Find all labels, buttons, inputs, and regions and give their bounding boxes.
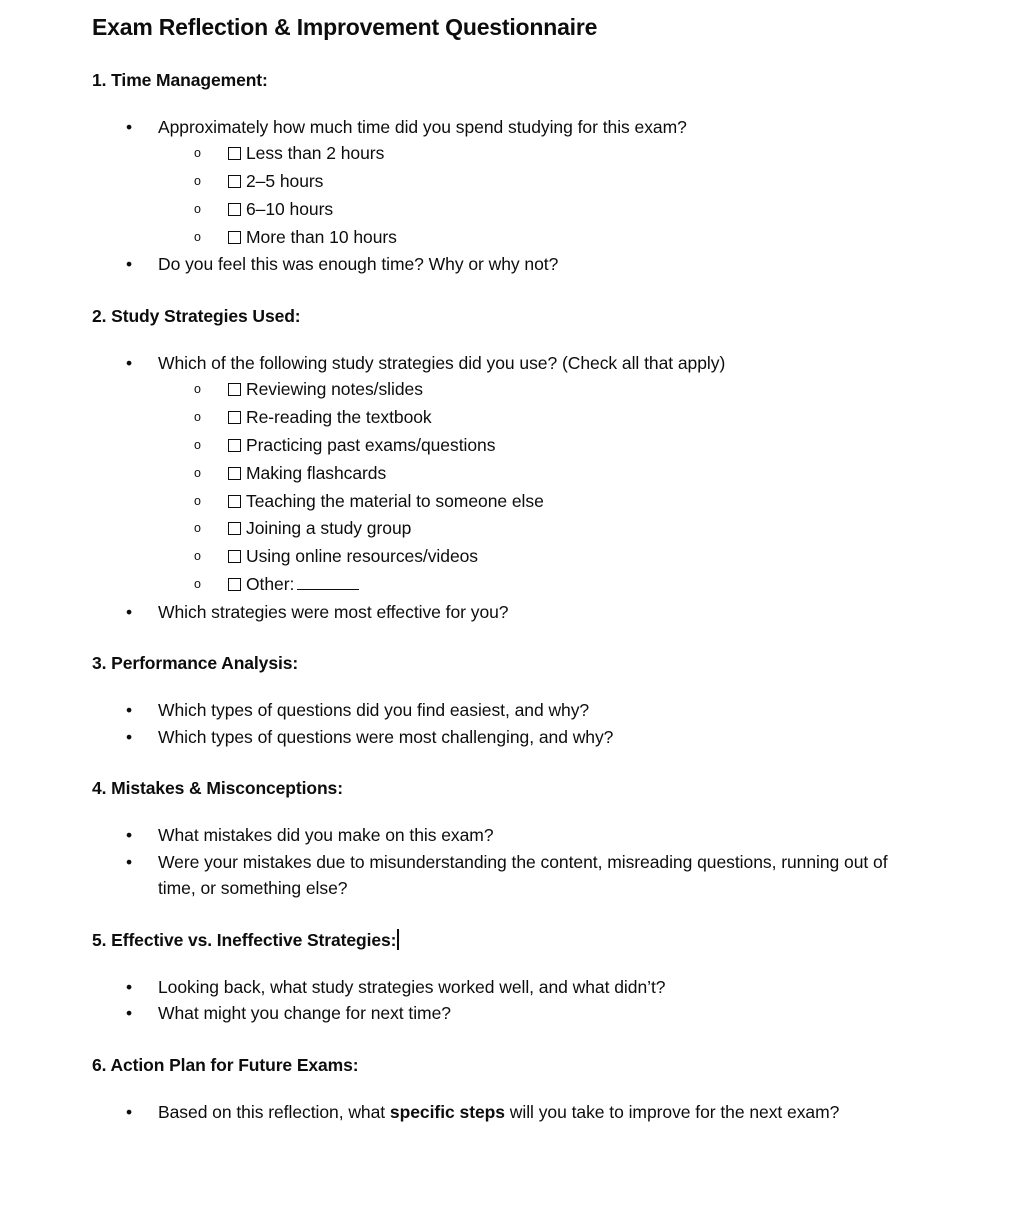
checkbox-option[interactable] bbox=[158, 140, 892, 168]
bullet-list bbox=[92, 328, 892, 626]
list-item bbox=[92, 599, 892, 626]
checkbox-label: Reviewing notes/slides bbox=[246, 379, 423, 400]
checkbox-option[interactable] bbox=[158, 224, 892, 252]
bullet-circle-icon: o bbox=[194, 493, 201, 508]
checkbox-option[interactable] bbox=[158, 488, 892, 516]
checkbox-label: Less than 2 hours bbox=[246, 143, 385, 164]
checkbox-icon[interactable] bbox=[228, 203, 241, 216]
checkbox-option[interactable] bbox=[158, 376, 892, 404]
list-item-text: Approximately how much time did you spend studying for this exam? bbox=[158, 116, 687, 137]
checkbox-label: Practicing past exams/questions bbox=[246, 434, 496, 455]
checkbox-label: Re-reading the textbook bbox=[246, 407, 432, 428]
list-item-text: What mistakes did you make on this exam? bbox=[158, 825, 494, 846]
bullet-disc-icon: • bbox=[126, 254, 133, 275]
bullet-disc-icon: • bbox=[126, 976, 133, 997]
document-body bbox=[92, 0, 892, 1125]
list-item bbox=[92, 1099, 892, 1126]
section-heading bbox=[92, 1027, 892, 1077]
plain-text: will you take to improve for the next exam? bbox=[504, 1101, 840, 1122]
list-item bbox=[92, 251, 892, 278]
checkbox-option-list bbox=[158, 140, 892, 251]
checkbox-icon[interactable] bbox=[228, 467, 241, 480]
list-item bbox=[92, 697, 892, 724]
checkbox-option[interactable] bbox=[158, 404, 892, 432]
checkbox-label: Teaching the material to someone else bbox=[246, 490, 544, 511]
section-heading-text: 4. Mistakes & Misconceptions: bbox=[92, 778, 343, 799]
list-item bbox=[92, 724, 892, 751]
list-item-text: Were your mistakes due to misunderstanding the content, misreading questions, running out of time, or something else? bbox=[158, 851, 888, 899]
checkbox-icon[interactable] bbox=[228, 231, 241, 244]
bullet-disc-icon: • bbox=[126, 700, 133, 721]
checkbox-option[interactable] bbox=[158, 432, 892, 460]
list-item bbox=[92, 822, 892, 849]
list-item-text: Which types of questions did you find easiest, and why? bbox=[158, 700, 590, 721]
list-item-text: Which types of questions were most challenging, and why? bbox=[158, 726, 614, 747]
write-in-blank-field[interactable] bbox=[297, 576, 359, 590]
checkbox-option[interactable] bbox=[158, 196, 892, 224]
bullet-circle-icon: o bbox=[194, 465, 201, 480]
section-heading bbox=[92, 278, 892, 328]
checkbox-option[interactable] bbox=[158, 571, 892, 599]
section-heading-text: 6. Action Plan for Future Exams: bbox=[92, 1054, 359, 1075]
bullet-circle-icon: o bbox=[194, 229, 201, 244]
checkbox-option[interactable] bbox=[158, 543, 892, 571]
section-heading-text: 1. Time Management: bbox=[92, 69, 268, 90]
section-heading bbox=[92, 625, 892, 675]
bullet-list bbox=[92, 675, 892, 750]
bullet-disc-icon: • bbox=[126, 116, 133, 137]
list-item-text: Which of the following study strategies did you use? (Check all that apply) bbox=[158, 352, 726, 373]
section-heading bbox=[92, 42, 892, 92]
checkbox-option[interactable] bbox=[158, 168, 892, 196]
bullet-circle-icon: o bbox=[194, 576, 201, 591]
bullet-disc-icon: • bbox=[126, 1003, 133, 1024]
list-item bbox=[92, 974, 892, 1001]
section-heading-text: 3. Performance Analysis: bbox=[92, 653, 299, 674]
checkbox-icon[interactable] bbox=[228, 175, 241, 188]
bullet-disc-icon: • bbox=[126, 601, 133, 622]
checkbox-icon[interactable] bbox=[228, 495, 241, 508]
bullet-list bbox=[92, 1077, 892, 1126]
bullet-disc-icon: • bbox=[126, 1101, 133, 1122]
checkbox-option[interactable] bbox=[158, 460, 892, 488]
checkbox-icon[interactable] bbox=[228, 439, 241, 452]
list-item bbox=[92, 849, 892, 902]
bullet-circle-icon: o bbox=[194, 201, 201, 216]
bullet-disc-icon: • bbox=[126, 352, 133, 373]
page-title: Exam Reflection & Improvement Questionnaire bbox=[92, 14, 598, 40]
checkbox-label: 6–10 hours bbox=[246, 198, 334, 219]
checkbox-option[interactable] bbox=[158, 515, 892, 543]
section-heading-text: 2. Study Strategies Used: bbox=[92, 305, 301, 326]
list-item-text: Which strategies were most effective for you? bbox=[158, 601, 509, 622]
checkbox-label: 2–5 hours bbox=[246, 170, 324, 191]
bullet-circle-icon: o bbox=[194, 521, 201, 536]
checkbox-icon[interactable] bbox=[228, 578, 241, 591]
section-heading bbox=[92, 750, 892, 800]
checkbox-label: Joining a study group bbox=[246, 518, 412, 539]
list-item-text: What might you change for next time? bbox=[158, 1003, 451, 1024]
checkbox-label: Making flashcards bbox=[246, 462, 387, 483]
bullet-circle-icon: o bbox=[194, 410, 201, 425]
bullet-list bbox=[92, 800, 892, 902]
checkbox-icon[interactable] bbox=[228, 411, 241, 424]
text-cursor-caret bbox=[397, 929, 399, 950]
bullet-circle-icon: o bbox=[194, 173, 201, 188]
checkbox-icon[interactable] bbox=[228, 522, 241, 535]
section-heading bbox=[92, 902, 892, 952]
bullet-list bbox=[92, 92, 892, 278]
bullet-disc-icon: • bbox=[126, 825, 133, 846]
bullet-list bbox=[92, 952, 892, 1027]
checkbox-icon[interactable] bbox=[228, 383, 241, 396]
emphasis-text: specific steps bbox=[389, 1101, 505, 1122]
section-heading-text: 5. Effective vs. Ineffective Strategies: bbox=[92, 929, 397, 950]
checkbox-icon[interactable] bbox=[228, 550, 241, 563]
checkbox-icon[interactable] bbox=[228, 147, 241, 160]
bullet-circle-icon: o bbox=[194, 146, 201, 161]
plain-text: Based on this reflection, what bbox=[158, 1101, 390, 1122]
list-item-text bbox=[158, 1099, 892, 1126]
list-item bbox=[92, 350, 892, 599]
bullet-circle-icon: o bbox=[194, 382, 201, 397]
bullet-disc-icon: • bbox=[126, 851, 133, 872]
list-item bbox=[92, 1000, 892, 1027]
section-list bbox=[92, 42, 892, 1125]
list-item-text: Do you feel this was enough time? Why or why not? bbox=[158, 254, 559, 275]
bullet-circle-icon: o bbox=[194, 437, 201, 452]
checkbox-label: Using online resources/videos bbox=[246, 546, 479, 567]
bullet-circle-icon: o bbox=[194, 549, 201, 564]
checkbox-label: Other: bbox=[246, 573, 295, 594]
list-item bbox=[92, 114, 892, 252]
checkbox-label: More than 10 hours bbox=[246, 226, 397, 247]
bullet-disc-icon: • bbox=[126, 726, 133, 747]
checkbox-option-list bbox=[158, 376, 892, 599]
list-item-text: Looking back, what study strategies worked well, and what didn’t? bbox=[158, 976, 666, 997]
